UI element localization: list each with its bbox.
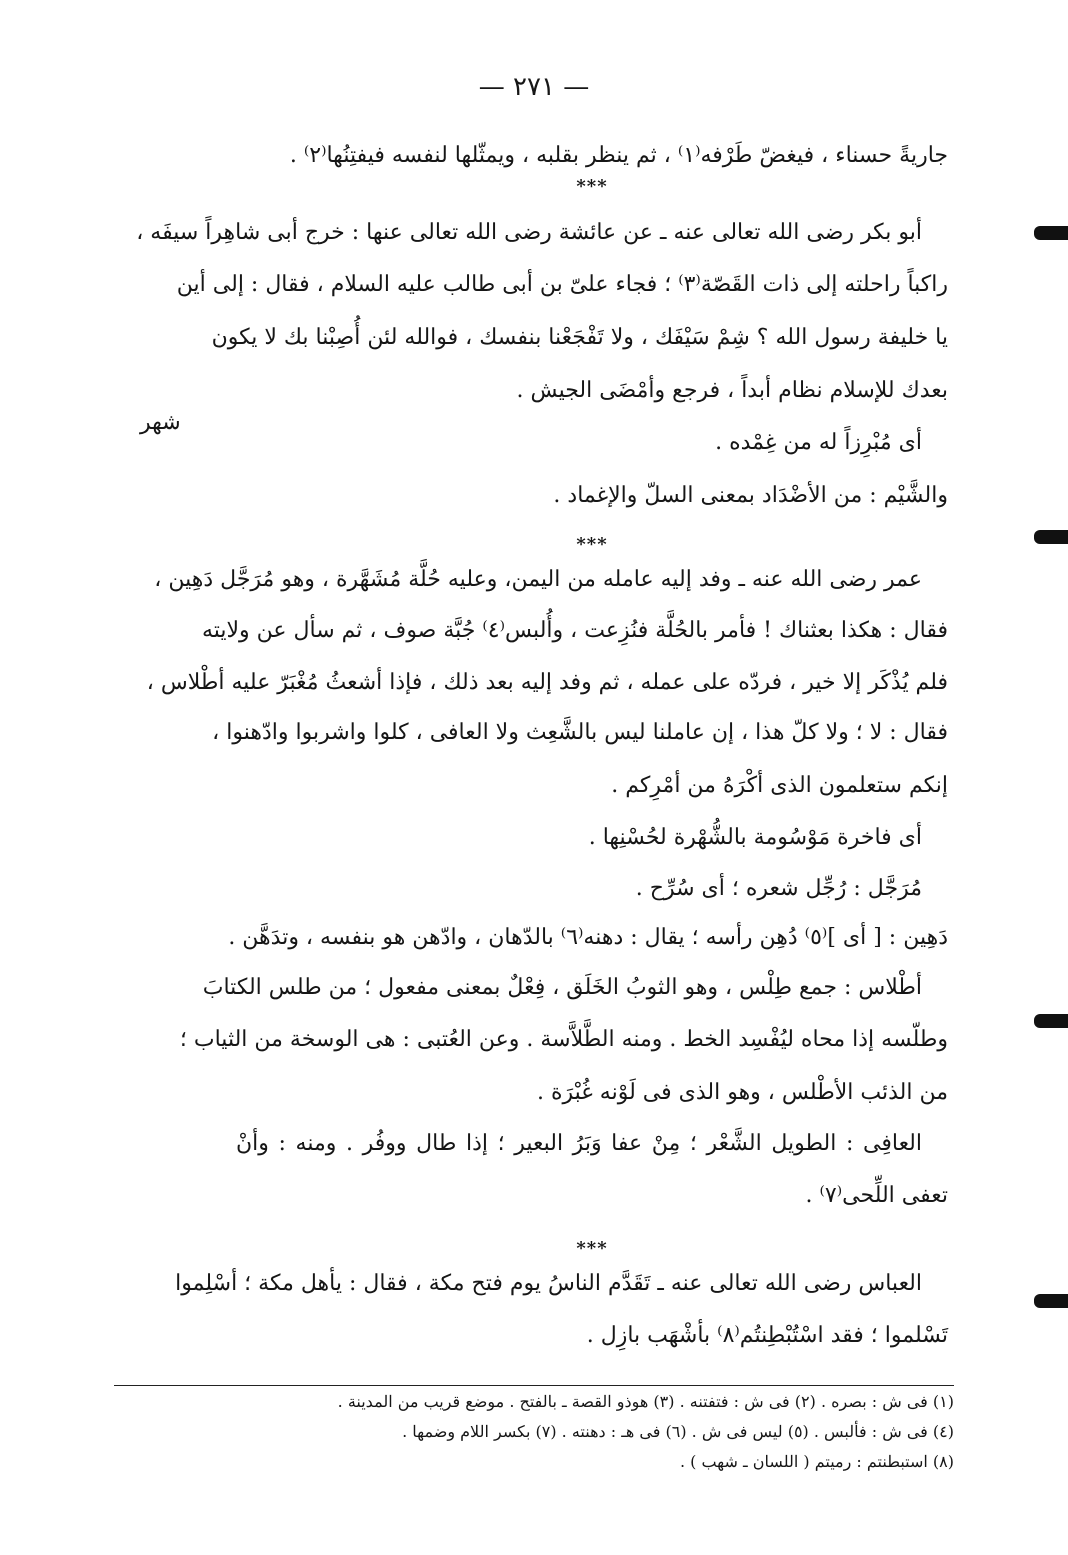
text-line: من الذئب الأطْلس ، وهو الذى فى لَوْنه غُبْرَة . (537, 1080, 948, 1105)
text-line: عمر رضى الله عنه ـ وفد إليه عامله من اليمن، وعليه حُلَّة مُشَهَّرة ، وهو مُرَجَّل دَهِين ، (154, 567, 922, 592)
footnote-line: (١) فى ش : بصره . (٢) فى ش : فتفتنه . (٣) هوذو القصة ـ بالفتح . موضع قريب من المدينة . (337, 1392, 954, 1411)
footnotes (114, 1392, 954, 1492)
page-edge-mark (1034, 1294, 1068, 1308)
page-edge-mark (1034, 226, 1068, 240)
section-separator: *** (576, 1238, 608, 1259)
text-line: تعفى اللِّحى⁽٧⁾ . (805, 1183, 948, 1208)
text-line: مُرَجَّل : رُجِّل شعره ؛ أى سُرِّح . (635, 876, 922, 901)
section-separator: *** (576, 176, 608, 197)
margin-note: شهر (140, 410, 181, 435)
text-line: أى فاخرة مَوْسُومة بالشُّهْرة لحُسْنِها . (588, 825, 922, 850)
text-line: إنكم ستعلمون الذى أكْرَهُ من أمْرِكم . (611, 773, 948, 798)
footnote-line: (٨) استبطنتم : رميتم ( اللسان ـ شهب ) . (679, 1452, 954, 1471)
page-edge-mark (1034, 1014, 1068, 1028)
text-line: أى مُبْرِزاً له من غِمْده . (715, 430, 922, 455)
footnote-line: (٤) فى ش : فألبس . (٥) ليس فى ش . (٦) فى هـ : دهنته . (٧) بكسر اللام وضمها . (402, 1422, 954, 1441)
text-line: أطْلاس : جمع طِلْس ، وهو الثوبُ الخَلَق ، فِعْلٌ بمعنى مفعول ؛ من طلس الكتابَ (202, 975, 922, 1000)
text-line: تَسْلموا ؛ فقد اسْتُبْطِنتُم⁽٨⁾ بأشْهَب بازِل . (586, 1323, 948, 1348)
page-number: — ٢٧١ — (478, 72, 590, 102)
text-line: بعدك للإسلام نظام أبداً ، فرجع وأمْضَى الجيش . (516, 378, 948, 403)
text-line: راكباً راحلته إلى ذات القَصّة⁽٣⁾ ؛ فجاء علىّ بن أبى طالب عليه السلام ، فقال : إلى أين (176, 272, 948, 297)
text-line: العباس رضى الله تعالى عنه ـ تَقَدَّم الناسُ يوم فتح مكة ، فقال : يأهل مكة ؛ أسْلِموا (175, 1271, 922, 1296)
text-line: جاريةً حسناء ، فيغضّ طَرْفه⁽١⁾ ، ثم ينظر بقلبه ، ويمثّلها لنفسه فيفتِنُها⁽٢⁾ . (289, 143, 948, 168)
text-line: أبو بكر رضى الله تعالى عنه ـ عن عائشة رضى الله تعالى عنها : خرج أبى شاهِراً سيفَه ، (136, 220, 922, 245)
section-separator: *** (576, 534, 608, 555)
text-line: العافِى : الطويل الشَّعْر ؛ مِنْ عفا وَبَرُ البعير ؛ إذا طال ووفُر . ومنه : وأنْ (236, 1131, 922, 1156)
text-line: والشَّيْم : من الأضْدَاد بمعنى السلّ والإغماد . (553, 483, 948, 508)
text-line: وطلّسه إذا محاه ليُفْسِد الخط . ومنه الطَّلاَّسة . وعن العُتبى : هى الوسخة من الثياب ؛ (179, 1027, 948, 1052)
text-line: فقال : هكذا بعثناك ! فأمر بالحُلَّة فنُزِعت ، وأُلبس⁽٤⁾ جُبَّة صوف ، ثم سأل عن ولايته (201, 618, 948, 643)
page-edge-mark (1034, 530, 1068, 544)
footnote-divider (114, 1385, 954, 1386)
main-text (136, 0, 948, 1380)
text-line: فلم يُذْكَر إلا خير ، فردّه على عمله ، ثم وفد إليه بعد ذلك ، فإذا أشعثُ مُغْبَرّ عليه أطْلاس ، (146, 670, 948, 695)
text-line: فقال : لا ؛ ولا كلّ هذا ، إن عاملنا ليس بالشَّعِث ولا العافى ، كلوا واشربوا وادّهنوا ، (212, 720, 948, 745)
text-line: دَهِين : [ أى ]⁽٥⁾ دُهِن رأسه ؛ يقال : دهنه⁽٦⁾ بالدّهان ، وادّهن هو بنفسه ، وتدَهَّن . (228, 925, 948, 950)
text-line: يا خليفة رسول الله ؟ شِمْ سَيْفَك ، ولا تَفْجَعْنا بنفسك ، فوالله لئن أُصِبْنا بك لا يكون (211, 325, 948, 350)
